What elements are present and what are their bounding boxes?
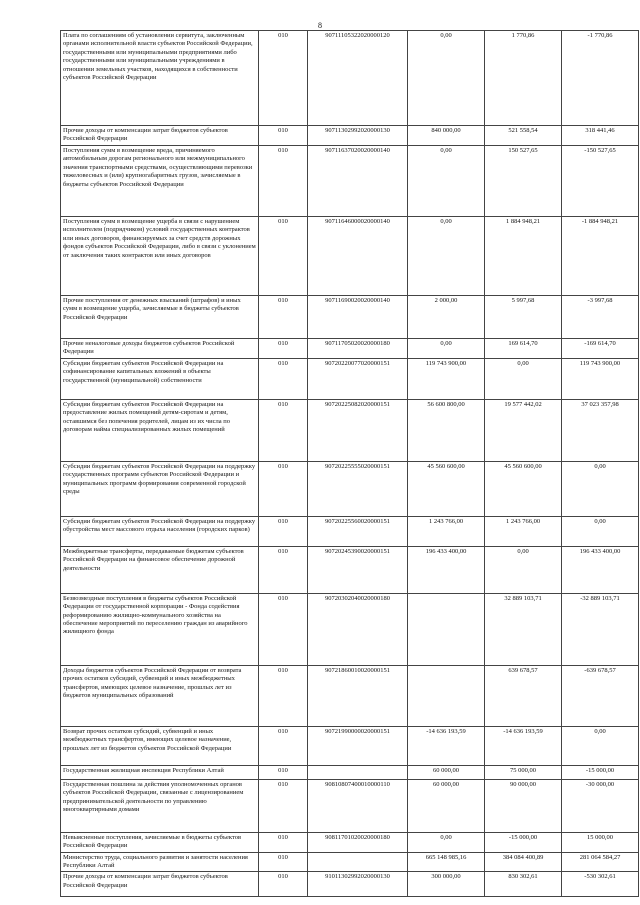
page-number: 8 [318,21,322,30]
plan-amount-cell: 0,00 [408,832,485,852]
plan-amount-cell: 60 000,00 [408,765,485,779]
budget-code-cell: 90711646000020000140 [308,217,408,296]
line-code-cell: 010 [259,765,308,779]
actual-amount-cell: 0,00 [485,358,562,399]
revenue-name-cell: Прочие доходы от компенсации затрат бюджетов субъектов Российской Федерации [61,872,259,897]
plan-amount-cell: 0,00 [408,31,485,126]
line-code-cell: 010 [259,779,308,832]
line-code-cell: 010 [259,832,308,852]
actual-amount-cell: 90 000,00 [485,779,562,832]
line-code-cell: 010 [259,872,308,897]
plan-amount-cell: 56 600 800,00 [408,399,485,461]
revenue-name-cell: Субсидии бюджетам субъектов Российской Федерации на поддержку государственных программ субъектов Российской Федерации и муниципальных программ формирования современной городской среды [61,461,259,516]
budget-code-cell: 90711637020020000140 [308,146,408,217]
plan-amount-cell [408,593,485,665]
plan-amount-cell: 1 243 766,00 [408,516,485,546]
budget-code-cell: 90720220077020000151 [308,358,408,399]
plan-amount-cell: 0,00 [408,146,485,217]
table-row [61,765,639,779]
deviation-amount-cell: -1 770,86 [562,31,639,126]
table-row [61,665,639,726]
line-code-cell: 010 [259,217,308,296]
revenue-name-cell: Государственная жилищная инспекция Республики Алтай [61,765,259,779]
actual-amount-cell: 19 577 442,02 [485,399,562,461]
actual-amount-cell: 639 678,57 [485,665,562,726]
budget-code-cell: 90720302040020000180 [308,593,408,665]
line-code-cell: 010 [259,296,308,339]
budget-code-cell: 90721860010020000151 [308,665,408,726]
actual-amount-cell: 1 243 766,00 [485,516,562,546]
actual-amount-cell: 45 560 600,00 [485,461,562,516]
budget-code-cell: 91011302992020000130 [308,872,408,897]
plan-amount-cell [408,665,485,726]
table-row [61,726,639,765]
plan-amount-cell: 119 743 900,00 [408,358,485,399]
line-code-cell: 010 [259,399,308,461]
revenue-name-cell: Прочие неналоговые доходы бюджетов субъектов Российской Федерации [61,339,259,359]
budget-code-cell: 90720225555020000151 [308,461,408,516]
plan-amount-cell: 0,00 [408,339,485,359]
actual-amount-cell: -15 000,00 [485,832,562,852]
line-code-cell: 010 [259,339,308,359]
table-row [61,358,639,399]
table-row [61,546,639,593]
actual-amount-cell: 5 997,68 [485,296,562,339]
budget-code-cell: 90720245390020000151 [308,546,408,593]
budget-code-cell: 90810807400010000110 [308,779,408,832]
actual-amount-cell: 521 558,54 [485,126,562,146]
actual-amount-cell: 830 302,61 [485,872,562,897]
actual-amount-cell: 384 084 400,89 [485,852,562,872]
plan-amount-cell: -14 636 193,59 [408,726,485,765]
revenue-name-cell: Невыясненные поступления, зачисляемые в бюджеты субъектов Российской Федерации [61,832,259,852]
actual-amount-cell: 150 527,65 [485,146,562,217]
deviation-amount-cell: 15 000,00 [562,832,639,852]
plan-amount-cell: 196 433 400,00 [408,546,485,593]
line-code-cell: 010 [259,726,308,765]
budget-code-cell [308,765,408,779]
line-code-cell: 010 [259,461,308,516]
deviation-amount-cell: -150 527,65 [562,146,639,217]
revenue-name-cell: Государственная пошлина за действия уполномоченных органов субъектов Российской Федерации, связанные с лицензированием предпринимательской деятельности по управлению многоквартирными домами [61,779,259,832]
deviation-amount-cell: 0,00 [562,516,639,546]
deviation-amount-cell: -1 884 948,21 [562,217,639,296]
deviation-amount-cell: -169 614,70 [562,339,639,359]
budget-code-cell: 90720225082020000151 [308,399,408,461]
budget-code-cell: 90721990000020000151 [308,726,408,765]
budget-code-cell: 90711705020020000180 [308,339,408,359]
revenue-name-cell: Субсидии бюджетам субъектов Российской Федерации на софинансирование капитальных вложений в объекты государственной (муниципальной) собственности [61,358,259,399]
table-row [61,461,639,516]
deviation-amount-cell: 37 023 357,98 [562,399,639,461]
table-row [61,516,639,546]
deviation-amount-cell: -530 302,61 [562,872,639,897]
revenue-name-cell: Межбюджетные трансферты, передаваемые бюджетам субъектов Российской Федерации на финансовое обеспечение дорожной деятельности [61,546,259,593]
line-code-cell: 010 [259,546,308,593]
deviation-amount-cell: -30 000,00 [562,779,639,832]
plan-amount-cell: 45 560 600,00 [408,461,485,516]
budget-code-cell: 90711690020020000140 [308,296,408,339]
revenue-table [60,30,639,897]
deviation-amount-cell: 0,00 [562,461,639,516]
actual-amount-cell: 75 000,00 [485,765,562,779]
revenue-name-cell: Прочие поступления от денежных взысканий (штрафов) и иных сумм в возмещение ущерба, зачисляемые в бюджеты субъектов Российской Федерации [61,296,259,339]
plan-amount-cell: 2 000,00 [408,296,485,339]
revenue-name-cell: Плата по соглашениям об установлении сервитута, заключенным органами исполнительной власти субъектов Российской Федерации, государственными или муниципальными предприятиями либо государственными или муниципальными учреждениями в отношении земельных участков, находящихся в собственности субъектов Российской Федерации [61,31,259,126]
plan-amount-cell: 840 000,00 [408,126,485,146]
deviation-amount-cell: 281 064 584,27 [562,852,639,872]
actual-amount-cell: 32 889 103,71 [485,593,562,665]
deviation-amount-cell: -639 678,57 [562,665,639,726]
revenue-name-cell: Безвозмездные поступления в бюджеты субъектов Российской Федерации от государственной корпорации - Фонда содействия реформированию жилищно-коммунального хозяйства на обеспечение мероприятий по переселению граждан из аварийного жилищного фонда [61,593,259,665]
line-code-cell: 010 [259,126,308,146]
line-code-cell: 010 [259,516,308,546]
revenue-name-cell: Прочие доходы от компенсации затрат бюджетов субъектов Российской Федерации [61,126,259,146]
table-row [61,217,639,296]
actual-amount-cell: 1 884 948,21 [485,217,562,296]
budget-code-cell [308,852,408,872]
revenue-name-cell: Субсидии бюджетам субъектов Российской Федерации на предоставление жилых помещений детям-сиротам и детям, оставшимся без попечения родителей, лицам из их числа по договорам найма специализированных жилых помещений [61,399,259,461]
table-row [61,126,639,146]
table-row [61,852,639,872]
deviation-amount-cell: 318 441,46 [562,126,639,146]
table-row [61,779,639,832]
deviation-amount-cell: 0,00 [562,726,639,765]
line-code-cell: 010 [259,593,308,665]
plan-amount-cell: 665 148 985,16 [408,852,485,872]
line-code-cell: 010 [259,358,308,399]
budget-code-cell: 90711302992020000130 [308,126,408,146]
line-code-cell: 010 [259,146,308,217]
table-row [61,872,639,897]
deviation-amount-cell: -32 889 103,71 [562,593,639,665]
actual-amount-cell: 0,00 [485,546,562,593]
budget-code-cell: 90711105322020000120 [308,31,408,126]
plan-amount-cell: 0,00 [408,217,485,296]
revenue-name-cell: Возврат прочих остатков субсидий, субвенций и иных межбюджетных трансфертов, имеющих целевое назначение, прошлых лет из бюджетов субъектов Российской Федерации [61,726,259,765]
actual-amount-cell: 1 770,86 [485,31,562,126]
table-row [61,593,639,665]
revenue-name-cell: Доходы бюджетов субъектов Российской Федерации от возврата прочих остатков субсидий, субвенций и иных межбюджетных трансфертов, имеющих целевое назначение, прошлых лет из бюджетов муниципальных образований [61,665,259,726]
actual-amount-cell: 169 614,70 [485,339,562,359]
deviation-amount-cell: 119 743 900,00 [562,358,639,399]
table-row [61,146,639,217]
revenue-name-cell: Субсидии бюджетам субъектов Российской Федерации на поддержку обустройства мест массового отдыха населения (городских парков) [61,516,259,546]
table-row [61,339,639,359]
table-row [61,399,639,461]
plan-amount-cell: 60 000,00 [408,779,485,832]
revenue-name-cell: Поступления сумм в возмещение вреда, причиняемого автомобильным дорогам регионального или межмуниципального значения транспортными средствами, осуществляющими перевозки тяжеловесных и (или) крупногабаритных грузов, зачисляемые в бюджеты субъектов Российской Федерации [61,146,259,217]
deviation-amount-cell: -15 000,00 [562,765,639,779]
table-row [61,31,639,126]
table-row [61,296,639,339]
budget-code-cell: 90811701020020000180 [308,832,408,852]
actual-amount-cell: -14 636 193,59 [485,726,562,765]
line-code-cell: 010 [259,665,308,726]
revenue-name-cell: Министерство труда, социального развития и занятости населения Республики Алтай [61,852,259,872]
plan-amount-cell: 300 000,00 [408,872,485,897]
deviation-amount-cell: 196 433 400,00 [562,546,639,593]
line-code-cell: 010 [259,852,308,872]
table-row [61,832,639,852]
line-code-cell: 010 [259,31,308,126]
deviation-amount-cell: -3 997,68 [562,296,639,339]
budget-code-cell: 90720225560020000151 [308,516,408,546]
revenue-name-cell: Поступления сумм в возмещение ущерба в связи с нарушением исполнителем (подрядчиком) условий государственных контрактов или иных договоров, финансируемых за счет средств дорожных фондов субъектов Российской Федерации, либо в связи с уклонением от заключения таких контрактов или иных договоров [61,217,259,296]
